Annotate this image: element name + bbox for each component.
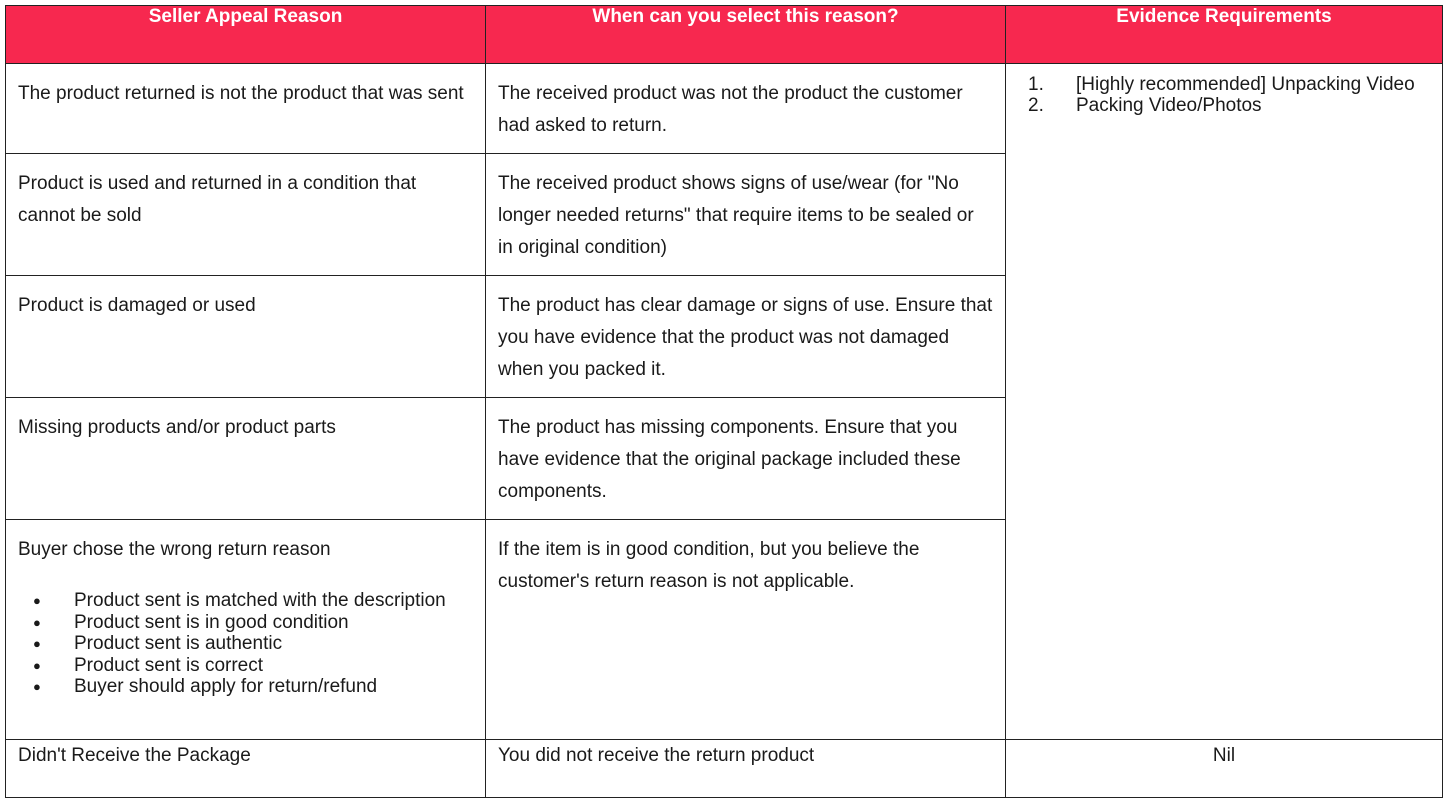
bullet-icon: ● — [33, 679, 41, 694]
when-cell: The received product was not the product the customer had asked to return. — [486, 64, 1006, 154]
list-text: Packing Video/Photos — [1076, 95, 1262, 116]
when-cell: The received product shows signs of use/wear (for "No longer needed returns" that require items to be sealed or in original condition) — [486, 154, 1006, 276]
when-cell: The product has missing components. Ensure that you have evidence that the original package included these components. — [486, 398, 1006, 520]
bullet-text: Buyer should apply for return/refund — [74, 676, 378, 697]
reason-cell: The product returned is not the product that was sent — [6, 64, 486, 154]
bullet-icon: ● — [33, 636, 41, 651]
list-item — [18, 633, 473, 655]
header-row — [6, 6, 1443, 64]
when-cell: If the item is in good condition, but you believe the customer's return reason is not applicable. — [486, 520, 1006, 740]
reason-text: Buyer chose the wrong return reason — [18, 539, 331, 560]
list-item — [18, 655, 473, 677]
seller-appeal-table — [5, 5, 1443, 798]
list-item — [18, 612, 473, 634]
reason-cell: Product is used and returned in a condition that cannot be sold — [6, 154, 486, 276]
bullet-icon: ● — [33, 593, 41, 608]
table-row — [6, 740, 1443, 798]
reason-cell: Product is damaged or used — [6, 276, 486, 398]
list-number: 1. — [1028, 74, 1044, 95]
header-when-select: When can you select this reason? — [486, 6, 1006, 64]
header-evidence-requirements: Evidence Requirements — [1006, 6, 1443, 64]
bullet-icon: ● — [33, 657, 41, 673]
list-text: [Highly recommended] Unpacking Video — [1076, 74, 1415, 95]
list-item — [18, 590, 473, 612]
bullet-text: Product sent is in good condition — [74, 611, 349, 633]
list-item — [1028, 74, 1428, 95]
reason-cell: Didn't Receive the Package — [6, 740, 486, 798]
list-item — [1028, 95, 1428, 116]
evidence-cell: Nil — [1006, 740, 1443, 798]
list-number: 2. — [1028, 95, 1044, 116]
bullet-text: Product sent is matched with the description — [74, 590, 446, 611]
bullet-icon: ● — [33, 614, 41, 630]
bullet-list — [18, 590, 473, 698]
bullet-text: Product sent is correct — [74, 654, 264, 676]
when-cell: You did not receive the return product — [486, 740, 1006, 798]
list-item — [18, 676, 473, 698]
reason-cell — [6, 520, 486, 740]
evidence-cell — [1006, 64, 1443, 740]
table-row — [6, 64, 1443, 154]
evidence-list — [1028, 74, 1428, 116]
reason-cell: Missing products and/or product parts — [6, 398, 486, 520]
when-cell: The product has clear damage or signs of use. Ensure that you have evidence that the product was not damaged when you packed it. — [486, 276, 1006, 398]
bullet-text: Product sent is authentic — [74, 633, 283, 654]
header-seller-appeal-reason: Seller Appeal Reason — [6, 6, 486, 64]
